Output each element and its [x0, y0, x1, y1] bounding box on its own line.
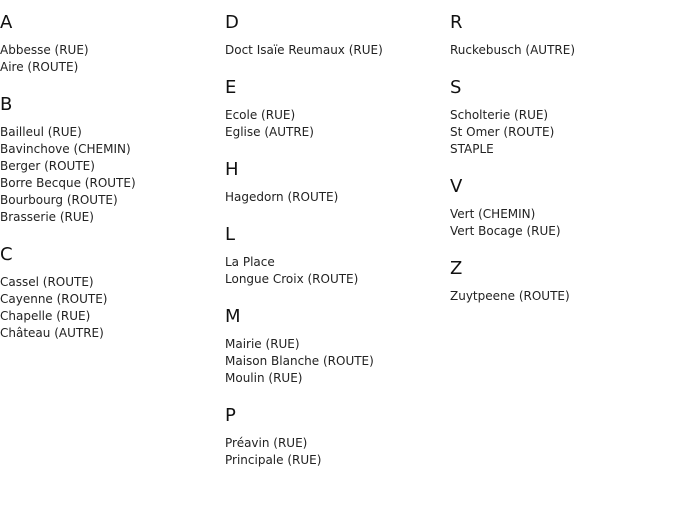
street-list: [225, 107, 445, 141]
letter-group-b: [0, 94, 220, 226]
letter-heading: D: [225, 12, 239, 33]
letter-heading: Z: [450, 258, 463, 279]
street-list: [225, 189, 445, 206]
street-item: Ecole (RUE): [225, 108, 296, 122]
street-item: STAPLE: [450, 142, 494, 156]
street-item: Cassel (ROUTE): [0, 275, 94, 289]
street-item: La Place: [225, 255, 275, 269]
street-list: [225, 336, 445, 387]
street-item: Brasserie (RUE): [0, 210, 94, 224]
street-item: Longue Croix (ROUTE): [225, 272, 359, 286]
street-item: Eglise (AUTRE): [225, 125, 314, 139]
letter-heading: L: [225, 224, 236, 245]
street-list: [0, 274, 220, 342]
letter-group-l: [225, 224, 445, 288]
street-item: Hagedorn (ROUTE): [225, 190, 339, 204]
letter-heading: S: [450, 77, 462, 98]
letter-group-v: [450, 176, 670, 240]
street-list: [450, 288, 670, 305]
street-item: Principale (RUE): [225, 453, 322, 467]
street-list: [0, 124, 220, 226]
letter-group-d: [225, 12, 445, 59]
street-item: Vert (CHEMIN): [450, 207, 536, 221]
street-list: [225, 42, 445, 59]
letter-group-m: [225, 306, 445, 387]
street-item: Ruckebusch (AUTRE): [450, 43, 576, 57]
street-item: Scholterie (RUE): [450, 108, 549, 122]
street-item: St Omer (ROUTE): [450, 125, 555, 139]
letter-group-r: [450, 12, 670, 59]
letter-group-c: [0, 244, 220, 342]
letter-group-z: [450, 258, 670, 305]
street-item: Chapelle (RUE): [0, 309, 91, 323]
index-column: [225, 12, 445, 469]
index-column: [0, 12, 220, 342]
letter-heading: V: [450, 176, 463, 197]
street-item: Abbesse (RUE): [0, 43, 89, 57]
letter-group-s: [450, 77, 670, 158]
letter-heading: M: [225, 306, 241, 327]
street-list: [225, 254, 445, 288]
street-list: [450, 206, 670, 240]
street-item: Berger (ROUTE): [0, 159, 95, 173]
letter-heading: B: [0, 94, 13, 115]
street-item: Cayenne (ROUTE): [0, 292, 108, 306]
index-column: [450, 12, 670, 305]
street-item: Moulin (RUE): [225, 371, 303, 385]
street-list: [0, 42, 220, 76]
street-item: Préavin (RUE): [225, 436, 308, 450]
street-list: [450, 42, 670, 59]
letter-heading: R: [450, 12, 463, 33]
letter-heading: P: [225, 405, 236, 426]
letter-heading: A: [0, 12, 13, 33]
street-item: Zuytpeene (ROUTE): [450, 289, 570, 303]
letter-group-e: [225, 77, 445, 141]
letter-group-h: [225, 159, 445, 206]
street-item: Bavinchove (CHEMIN): [0, 142, 131, 156]
street-item: Château (AUTRE): [0, 326, 104, 340]
street-item: Bourbourg (ROUTE): [0, 193, 118, 207]
street-item: Mairie (RUE): [225, 337, 300, 351]
street-item: Borre Becque (ROUTE): [0, 176, 136, 190]
street-list: [450, 107, 670, 158]
street-item: Vert Bocage (RUE): [450, 224, 561, 238]
street-item: Maison Blanche (ROUTE): [225, 354, 374, 368]
street-item: Bailleul (RUE): [0, 125, 82, 139]
letter-heading: E: [225, 77, 237, 98]
street-item: Aire (ROUTE): [0, 60, 79, 74]
street-list: [225, 435, 445, 469]
letter-group-a: [0, 12, 220, 76]
street-item: Doct Isaïe Reumaux (RUE): [225, 43, 383, 57]
letter-heading: C: [0, 244, 13, 265]
letter-heading: H: [225, 159, 239, 180]
letter-group-p: [225, 405, 445, 469]
